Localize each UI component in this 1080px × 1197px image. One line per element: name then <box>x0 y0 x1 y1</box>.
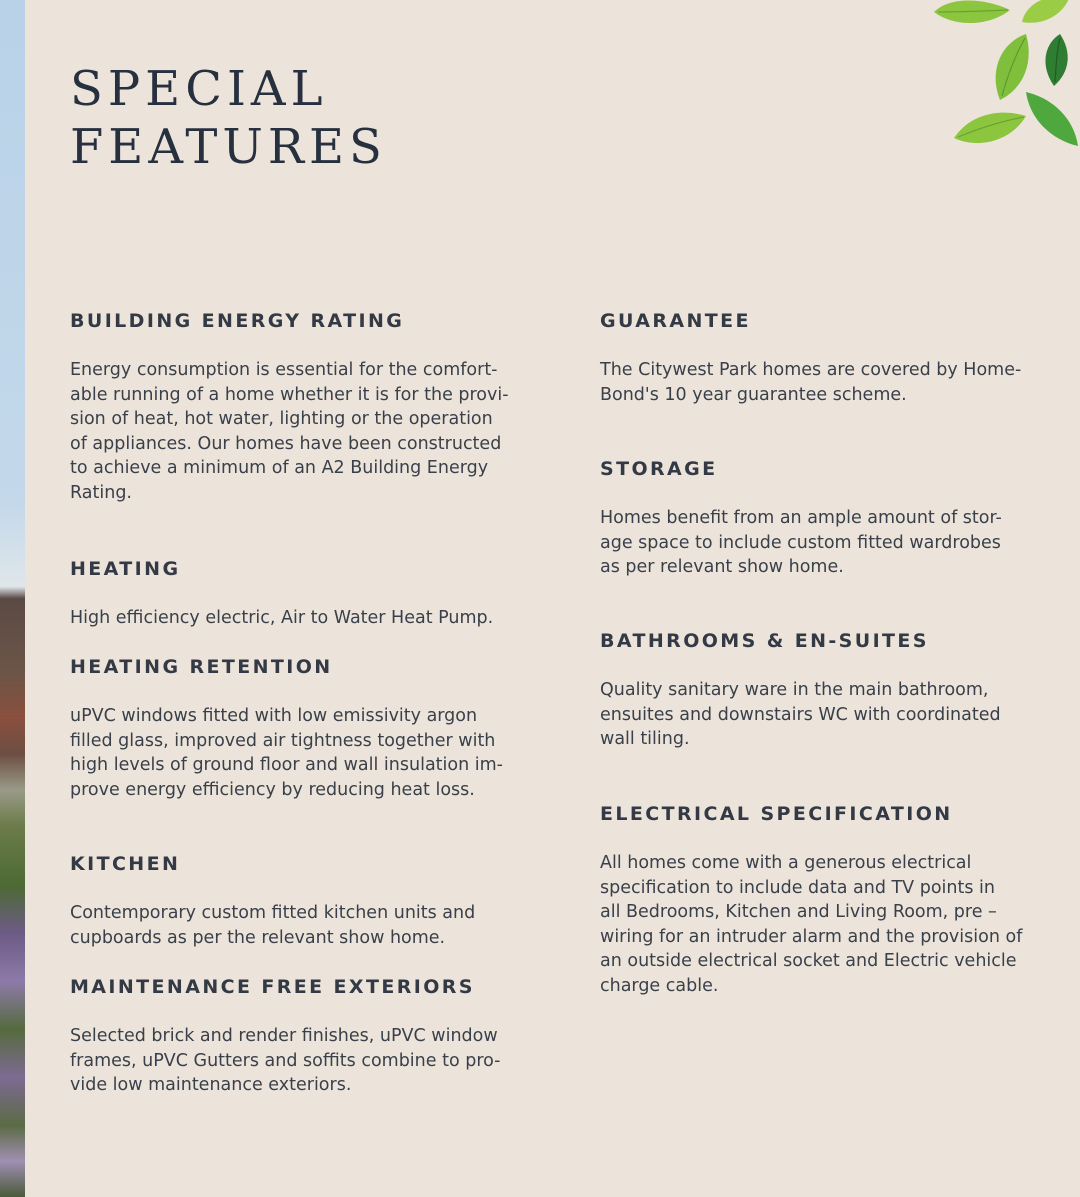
section-heading: HEATING RETENTION <box>70 656 333 678</box>
section-body: Homes benefit from an ample amount of stor- age space to include custom fitted wardrobes as per relevant show home. <box>600 508 1002 578</box>
left-column <box>70 308 530 1098</box>
section-bathrooms-en-suites <box>600 628 1055 801</box>
right-column <box>600 308 1055 999</box>
section-heading: BATHROOMS & EN-SUITES <box>600 630 929 652</box>
section-heading: KITCHEN <box>70 853 181 875</box>
section-heading: ELECTRICAL SPECIFICATION <box>600 803 953 825</box>
section-guarantee <box>600 308 1055 456</box>
section-building-energy-rating <box>70 308 530 556</box>
page-title-line: SPECIAL <box>70 61 328 117</box>
section-heating-retention <box>70 654 530 851</box>
section-body: High efficiency electric, Air to Water Heat Pump. <box>70 608 494 628</box>
section-heading: BUILDING ENERGY RATING <box>70 310 405 332</box>
page-title-line: FEATURES <box>70 119 387 175</box>
photo-edge-strip <box>0 0 25 1197</box>
section-maintenance-free-exteriors <box>70 974 530 1098</box>
section-body: uPVC windows fitted with low emissivity argon filled glass, improved air tightness together with high levels of ground floor and wall insulation im- prove energy efficiency by reducing heat loss. <box>70 706 503 800</box>
section-heading: STORAGE <box>600 458 718 480</box>
section-body: Quality sanitary ware in the main bathroom, ensuites and downstairs WC with coordinated wall tiling. <box>600 680 1001 750</box>
section-body: The Citywest Park homes are covered by Home- Bond's 10 year guarantee scheme. <box>600 360 1022 405</box>
section-heading: GUARANTEE <box>600 310 751 332</box>
section-storage <box>600 456 1055 628</box>
section-electrical-specification <box>600 801 1055 999</box>
section-heading: MAINTENANCE FREE EXTERIORS <box>70 976 475 998</box>
section-body: Energy consumption is essential for the comfort- able running of a home whether it is for the provi- sion of heat, hot water, lighting or the operation of appliances. Our homes have been constructed to achieve a minimum of an A2 Building Energy Rating. <box>70 360 509 503</box>
section-body: All homes come with a generous electrical specification to include data and TV points in all Bedrooms, Kitchen and Living Room, pre – wiring for an intruder alarm and the provision of an outside electrical socket and Electric vehicle charge cable. <box>600 853 1023 996</box>
page-title <box>70 60 387 176</box>
section-body: Selected brick and render finishes, uPVC window frames, uPVC Gutters and soffits combine to pro- vide low maintenance exteriors. <box>70 1026 501 1096</box>
section-kitchen <box>70 851 530 974</box>
leaf-decoration-icon <box>930 0 1080 160</box>
section-body: Contemporary custom fitted kitchen units and cupboards as per the relevant show home. <box>70 903 476 948</box>
section-heating <box>70 556 530 654</box>
section-heading: HEATING <box>70 558 181 580</box>
